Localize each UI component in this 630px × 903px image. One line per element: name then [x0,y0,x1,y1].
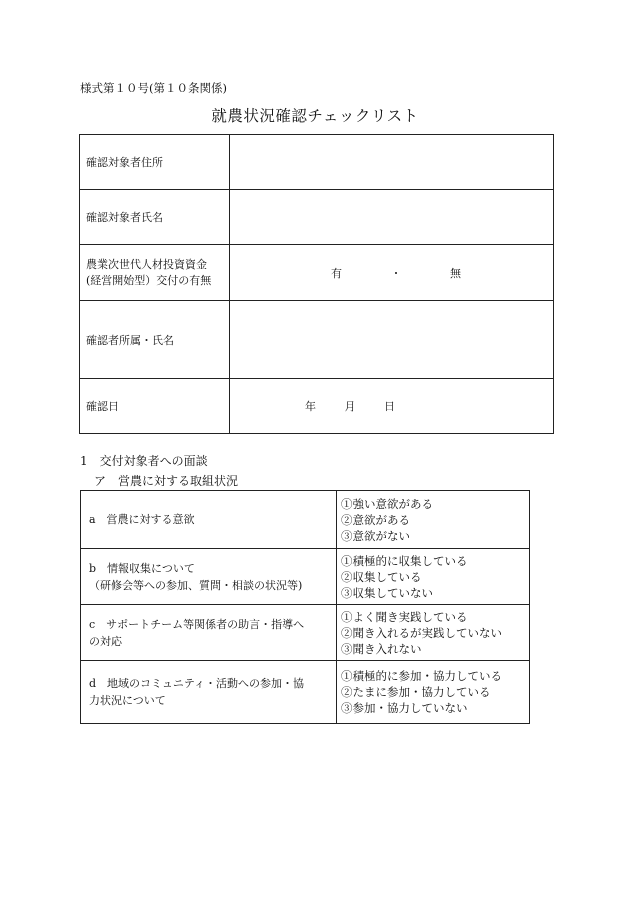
name-field[interactable] [230,190,554,245]
grant-label-line1: 農業次世代人材投資資金 [86,257,207,271]
table-row [81,605,530,661]
date-units [305,398,395,414]
checker-field[interactable] [230,301,554,379]
evaluation-item: b 情報収集について （研修会等への参加、質問・相談の状況等) [81,549,337,605]
evaluation-options [337,605,530,661]
option-1[interactable]: ①積極的に参加・協力している [341,669,502,683]
option-1[interactable]: ①よく聞き実践している [341,609,468,624]
date-day: 日 [384,400,395,413]
option-2[interactable]: ②たまに参加・協力している [341,685,491,699]
sub-heading: ア 営農に対する取組状況 [94,474,239,488]
option-1[interactable]: ①強い意欲がある [341,496,433,511]
address-label: 確認対象者住所 [80,135,230,190]
grant-separator: ・ [390,266,402,280]
applicant-info-table [79,134,554,434]
option-3[interactable]: ③収集していない [341,585,433,600]
table-row [81,491,530,549]
option-2[interactable]: ②聞き入れるが実践していない [341,625,502,640]
grant-choice [331,265,461,281]
evaluation-item: c サポートチーム等関係者の助言・指導へ の対応 [81,605,337,661]
table-row [80,379,554,434]
date-year: 年 [305,400,316,413]
grant-field [230,245,554,301]
evaluation-item: a 営農に対する意欲 [81,491,337,549]
date-label: 確認日 [80,379,230,434]
option-2[interactable]: ②収集している [341,569,422,584]
grant-yes-option[interactable]: 有 [331,266,342,280]
grant-label-line2: (経営開始型）交付の有無 [86,273,212,287]
option-3[interactable]: ③参加・協力していない [341,701,468,715]
section-heading: 1 交付対象者への面談 [80,454,208,468]
table-row [80,245,554,301]
evaluation-options [337,549,530,605]
evaluation-options [337,491,530,549]
evaluation-options [337,661,530,724]
checker-label: 確認者所属・氏名 [80,301,230,379]
table-row [81,549,530,605]
form-number: 様式第１０号(第１０条関係) [80,81,227,95]
evaluation-table [80,490,530,724]
address-field[interactable] [230,135,554,190]
option-1[interactable]: ①積極的に収集している [341,553,468,568]
table-row [81,661,530,724]
document-title: 就農状況確認チェックリスト [211,107,419,125]
date-month: 月 [344,400,356,413]
date-field[interactable] [230,379,554,434]
grant-label [80,245,230,301]
table-row [80,301,554,379]
option-3[interactable]: ③聞き入れない [341,641,422,656]
option-2[interactable]: ②意欲がある [341,512,410,527]
evaluation-item: d 地域のコミュニティ・活動への参加・協 力状況について [81,661,337,724]
table-row [80,135,554,190]
option-3[interactable]: ③意欲がない [341,528,410,543]
grant-no-option[interactable]: 無 [450,266,461,280]
table-row [80,190,554,245]
name-label: 確認対象者氏名 [80,190,230,245]
